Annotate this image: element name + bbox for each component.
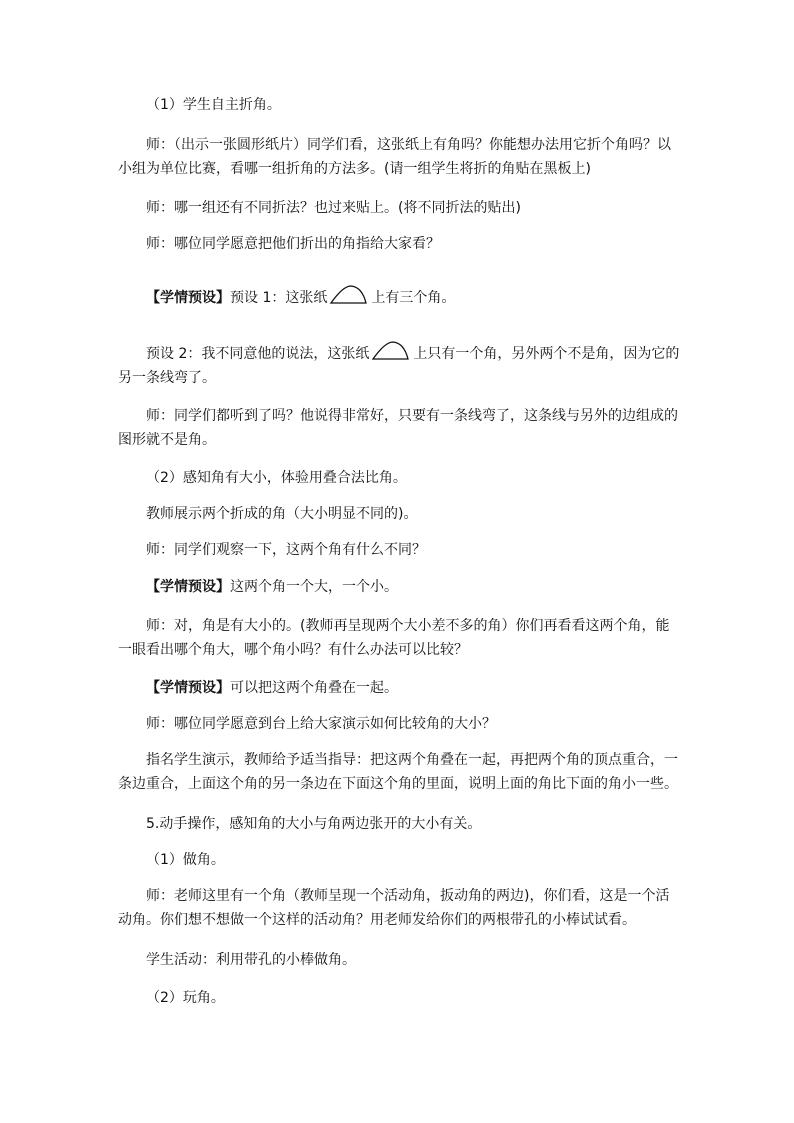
paragraph-13: 【学情预设】可以把这两个角叠在一起。 [146,680,398,696]
paragraph-10: 师：同学们观察一下，这两个角有什么不同？ [146,542,426,558]
paragraph-20: （2）玩角。 [146,990,225,1006]
preset-label: 【学情预设】 [146,680,230,696]
paper-sector-shape [329,284,369,306]
paragraph-19: 学生活动：利用带孔的小棒做角。 [146,952,356,968]
paragraph-1: （1）学生自主折角。 [146,97,281,113]
paragraph-15: 指名学生演示，教师给予适当指导：把这两个角叠在一起，再把两个角的顶点重合，一 条边重合，上面这个角的另一条边在下面这个角的里面，说明上面的角比下面的角小一些。 [118,752,678,792]
paragraph-14: 师：哪位同学愿意到台上给大家演示如何比较角的大小？ [146,716,496,732]
preset-label: 【学情预设】 [146,290,230,306]
paragraph-2: 师：（出示一张圆形纸片）同学们看，这张纸上有角吗？你能想办法用它折个角吗？以 小组为单位比赛，看哪一组折角的方法多。(请一组学生将折的角贴在黑板上) [118,137,671,177]
paper-sector-shape-2 [371,340,411,362]
preset-label: 【学情预设】 [146,579,230,595]
paragraph-3: 师：哪一组还有不同折法？也过来贴上。(将不同折法的贴出) [146,200,521,216]
paragraph-8: （2）感知角有大小，体验用叠合法比角。 [146,470,407,486]
paragraph-12: 师：对，角是有大小的。(教师再呈现两个大小差不多的角）你们再看看这两个角，能 一眼看出哪个角大，哪个角小吗？有什么办法可以比较？ [118,618,670,658]
paragraph-16: 5.动手操作，感知角的大小与角两边张开的大小有关。 [146,816,482,832]
paragraph-9: 教师展示两个折成的角（大小明显不同的)。 [146,506,418,522]
paragraph-18: 师：老师这里有一个角（教师呈现一个活动角，扳动角的两边)，你们看，这是一个活 动角。你们想不想做一个这样的活动角？用老师发给你们的两根带孔的小棒试试看。 [118,888,670,928]
paragraph-4: 师：哪位同学愿意把他们折出的角指给大家看？ [146,236,440,252]
paragraph-5: 【学情预设】预设 1：这张纸 上有三个角。 [118,284,678,310]
paragraph-7: 师：同学们都听到了吗？他说得非常好，只要有一条线弯了，这条线与另外的边组成的 图形就不是角。 [118,408,678,448]
paragraph-6: 预设 2：我不同意他的说法，这张纸 上只有一个角，另外两个不是角，因为它的 另一条线弯了。 [118,340,678,390]
paragraph-11: 【学情预设】这两个角一个大，一个小。 [146,579,398,595]
paragraph-17: （1）做角。 [146,852,225,868]
